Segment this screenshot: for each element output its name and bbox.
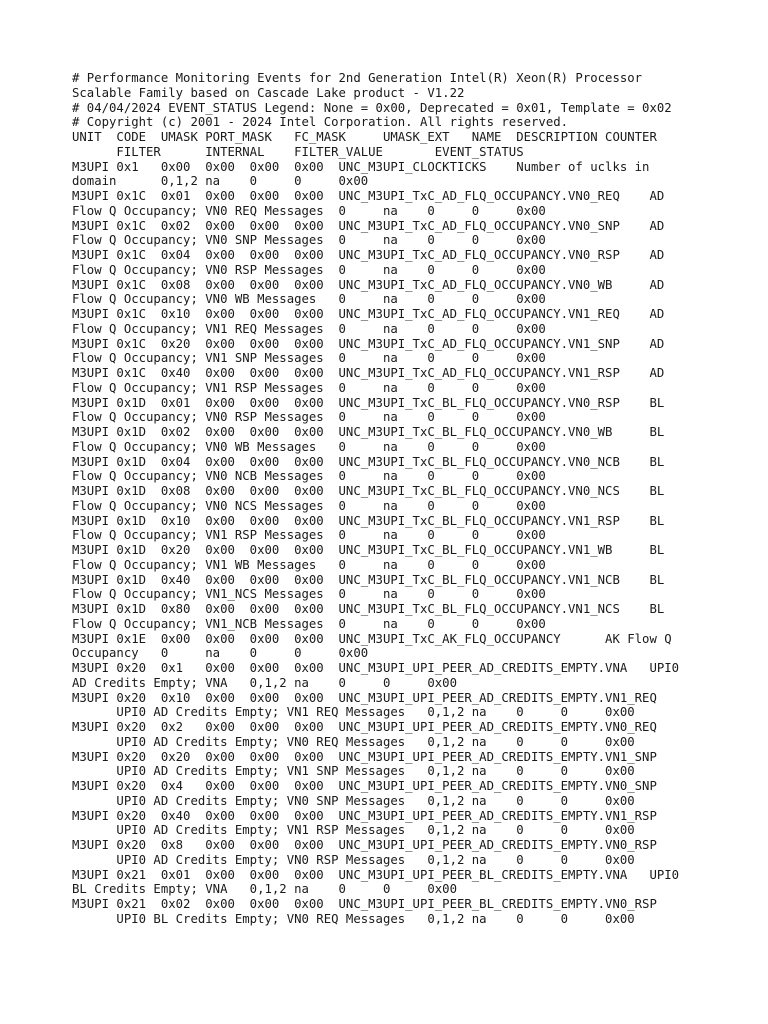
event-record-line: UPI0 AD Credits Empty; VN1 RSP Messages 0,1,2 na 0 0 0x00 <box>72 823 635 838</box>
event-record-line: M3UPI 0x1D 0x40 0x00 0x00 0x00 UNC_M3UPI_TxC_BL_FLQ_OCCUPANCY.VN1_NCB BL <box>72 572 665 587</box>
event-record-line: Flow Q Occupancy; VN1_NCB Messages 0 na 0 0 0x00 <box>72 616 546 631</box>
event-record-line: M3UPI 0x1C 0x10 0x00 0x00 0x00 UNC_M3UPI_TxC_AD_FLQ_OCCUPANCY.VN1_REQ AD <box>72 307 665 321</box>
event-record-line: Flow Q Occupancy; VN0 NCS Messages 0 na 0 0 0x00 <box>72 498 546 513</box>
column-header-line: UNIT CODE UMASK PORT_MASK FC_MASK UMASK_EXT NAME DESCRIPTION COUNTER <box>72 130 657 144</box>
event-record-line: M3UPI 0x20 0x10 0x00 0x00 0x00 UNC_M3UPI_UPI_PEER_AD_CREDITS_EMPTY.VN1_REQ <box>72 690 657 705</box>
header-comment-line: # Copyright (c) 2001 - 2024 Intel Corporation. All rights reserved. <box>72 115 569 130</box>
event-record-line: M3UPI 0x1C 0x04 0x00 0x00 0x00 UNC_M3UPI_TxC_AD_FLQ_OCCUPANCY.VN0_RSP AD <box>72 248 665 262</box>
event-record-line: Flow Q Occupancy; VN0 WB Messages 0 na 0 0 0x00 <box>72 439 546 454</box>
event-record-line: M3UPI 0x1C 0x08 0x00 0x00 0x00 UNC_M3UPI_TxC_AD_FLQ_OCCUPANCY.VN0_WB AD <box>72 277 665 292</box>
event-record-line: M3UPI 0x1D 0x20 0x00 0x00 0x00 UNC_M3UPI_TxC_BL_FLQ_OCCUPANCY.VN1_WB BL <box>72 543 665 557</box>
event-record-line: M3UPI 0x1D 0x08 0x00 0x00 0x00 UNC_M3UPI_TxC_BL_FLQ_OCCUPANCY.VN0_NCS BL <box>72 484 665 498</box>
event-record-line: M3UPI 0x1D 0x10 0x00 0x00 0x00 UNC_M3UPI_TxC_BL_FLQ_OCCUPANCY.VN1_RSP BL <box>72 513 665 528</box>
event-record-line: M3UPI 0x20 0x2 0x00 0x00 0x00 UNC_M3UPI_UPI_PEER_AD_CREDITS_EMPTY.VN0_REQ <box>72 720 657 734</box>
event-record-line: UPI0 AD Credits Empty; VN0 SNP Messages 0,1,2 na 0 0 0x00 <box>72 793 635 808</box>
event-record-line: M3UPI 0x21 0x02 0x00 0x00 0x00 UNC_M3UPI_UPI_PEER_BL_CREDITS_EMPTY.VN0_RSP <box>72 897 657 911</box>
event-record-line: Flow Q Occupancy; VN0 RSP Messages 0 na 0 0 0x00 <box>72 410 546 425</box>
header-comment-line: # Performance Monitoring Events for 2nd Generation Intel(R) Xeon(R) Processor <box>72 71 643 85</box>
event-record-line: M3UPI 0x1D 0x80 0x00 0x00 0x00 UNC_M3UPI_TxC_BL_FLQ_OCCUPANCY.VN1_NCS BL <box>72 602 665 616</box>
header-comment-line: Scalable Family based on Cascade Lake product - V1.22 <box>72 85 465 100</box>
event-record-line: Flow Q Occupancy; VN1 WB Messages 0 na 0 0 0x00 <box>72 557 546 572</box>
header-comment-line: # 04/04/2024 EVENT_STATUS Legend: None = 0x00, Deprecated = 0x01, Template = 0x02 <box>72 100 672 115</box>
event-record-line: UPI0 AD Credits Empty; VN0 RSP Messages 0,1,2 na 0 0 0x00 <box>72 852 635 867</box>
event-record-line: AD Credits Empty; VNA 0,1,2 na 0 0 0x00 <box>72 675 457 690</box>
event-record-line: Flow Q Occupancy; VN1 RSP Messages 0 na 0 0 0x00 <box>72 380 546 395</box>
event-record-line: M3UPI 0x1E 0x00 0x00 0x00 0x00 UNC_M3UPI_TxC_AK_FLQ_OCCUPANCY AK Flow Q <box>72 631 672 646</box>
event-record-line: Occupancy 0 na 0 0 0x00 <box>72 646 369 661</box>
event-record-line: M3UPI 0x1C 0x01 0x00 0x00 0x00 UNC_M3UPI_TxC_AD_FLQ_OCCUPANCY.VN0_REQ AD <box>72 189 665 203</box>
event-record-line: domain 0,1,2 na 0 0 0x00 <box>72 174 369 189</box>
event-record-line: M3UPI 0x1D 0x04 0x00 0x00 0x00 UNC_M3UPI_TxC_BL_FLQ_OCCUPANCY.VN0_NCB BL <box>72 454 665 469</box>
event-record-line: M3UPI 0x20 0x4 0x00 0x00 0x00 UNC_M3UPI_UPI_PEER_AD_CREDITS_EMPTY.VN0_SNP <box>72 779 657 793</box>
event-record-line: UPI0 AD Credits Empty; VN1 REQ Messages 0,1,2 na 0 0 0x00 <box>72 705 635 720</box>
event-record-line: M3UPI 0x20 0x8 0x00 0x00 0x00 UNC_M3UPI_UPI_PEER_AD_CREDITS_EMPTY.VN0_RSP <box>72 838 657 852</box>
column-header-line: FILTER INTERNAL FILTER_VALUE EVENT_STATUS <box>72 144 524 159</box>
event-record-line: Flow Q Occupancy; VN0 REQ Messages 0 na 0 0 0x00 <box>72 203 546 218</box>
event-record-line: Flow Q Occupancy; VN1_NCS Messages 0 na 0 0 0x00 <box>72 587 546 602</box>
event-record-line: Flow Q Occupancy; VN0 WB Messages 0 na 0 0 0x00 <box>72 292 546 307</box>
event-record-line: Flow Q Occupancy; VN0 NCB Messages 0 na 0 0 0x00 <box>72 469 546 484</box>
event-record-line: UPI0 AD Credits Empty; VN0 REQ Messages 0,1,2 na 0 0 0x00 <box>72 734 635 749</box>
event-record-line: M3UPI 0x20 0x40 0x00 0x00 0x00 UNC_M3UPI_UPI_PEER_AD_CREDITS_EMPTY.VN1_RSP <box>72 808 657 823</box>
event-record-line: M3UPI 0x20 0x1 0x00 0x00 0x00 UNC_M3UPI_UPI_PEER_AD_CREDITS_EMPTY.VNA UPI0 <box>72 661 680 675</box>
event-record-line: BL Credits Empty; VNA 0,1,2 na 0 0 0x00 <box>72 882 457 897</box>
event-record-line: M3UPI 0x1 0x00 0x00 0x00 0x00 UNC_M3UPI_CLOCKTICKS Number of uclks in <box>72 159 650 174</box>
event-record-line: Flow Q Occupancy; VN1 SNP Messages 0 na 0 0 0x00 <box>72 351 546 366</box>
event-record-line: UPI0 BL Credits Empty; VN0 REQ Messages 0,1,2 na 0 0 0x00 <box>72 911 635 926</box>
event-record-line: M3UPI 0x1C 0x02 0x00 0x00 0x00 UNC_M3UPI_TxC_AD_FLQ_OCCUPANCY.VN0_SNP AD <box>72 218 665 233</box>
event-record-line: Flow Q Occupancy; VN0 RSP Messages 0 na 0 0 0x00 <box>72 262 546 277</box>
event-record-line: Flow Q Occupancy; VN1 REQ Messages 0 na 0 0 0x00 <box>72 321 546 336</box>
document-text <box>72 71 762 927</box>
event-record-line: M3UPI 0x1C 0x20 0x00 0x00 0x00 UNC_M3UPI_TxC_AD_FLQ_OCCUPANCY.VN1_SNP AD <box>72 336 665 351</box>
event-record-line: UPI0 AD Credits Empty; VN1 SNP Messages 0,1,2 na 0 0 0x00 <box>72 764 635 779</box>
event-record-line: Flow Q Occupancy; VN0 SNP Messages 0 na 0 0 0x00 <box>72 233 546 248</box>
event-record-line: M3UPI 0x1D 0x01 0x00 0x00 0x00 UNC_M3UPI_TxC_BL_FLQ_OCCUPANCY.VN0_RSP BL <box>72 395 665 410</box>
event-record-line: M3UPI 0x1C 0x40 0x00 0x00 0x00 UNC_M3UPI_TxC_AD_FLQ_OCCUPANCY.VN1_RSP AD <box>72 366 665 380</box>
event-record-line: M3UPI 0x21 0x01 0x00 0x00 0x00 UNC_M3UPI_UPI_PEER_BL_CREDITS_EMPTY.VNA UPI0 <box>72 867 680 882</box>
event-record-line: M3UPI 0x20 0x20 0x00 0x00 0x00 UNC_M3UPI_UPI_PEER_AD_CREDITS_EMPTY.VN1_SNP <box>72 749 657 764</box>
event-record-line: M3UPI 0x1D 0x02 0x00 0x00 0x00 UNC_M3UPI_TxC_BL_FLQ_OCCUPANCY.VN0_WB BL <box>72 425 665 439</box>
event-record-line: Flow Q Occupancy; VN1 RSP Messages 0 na 0 0 0x00 <box>72 528 546 543</box>
